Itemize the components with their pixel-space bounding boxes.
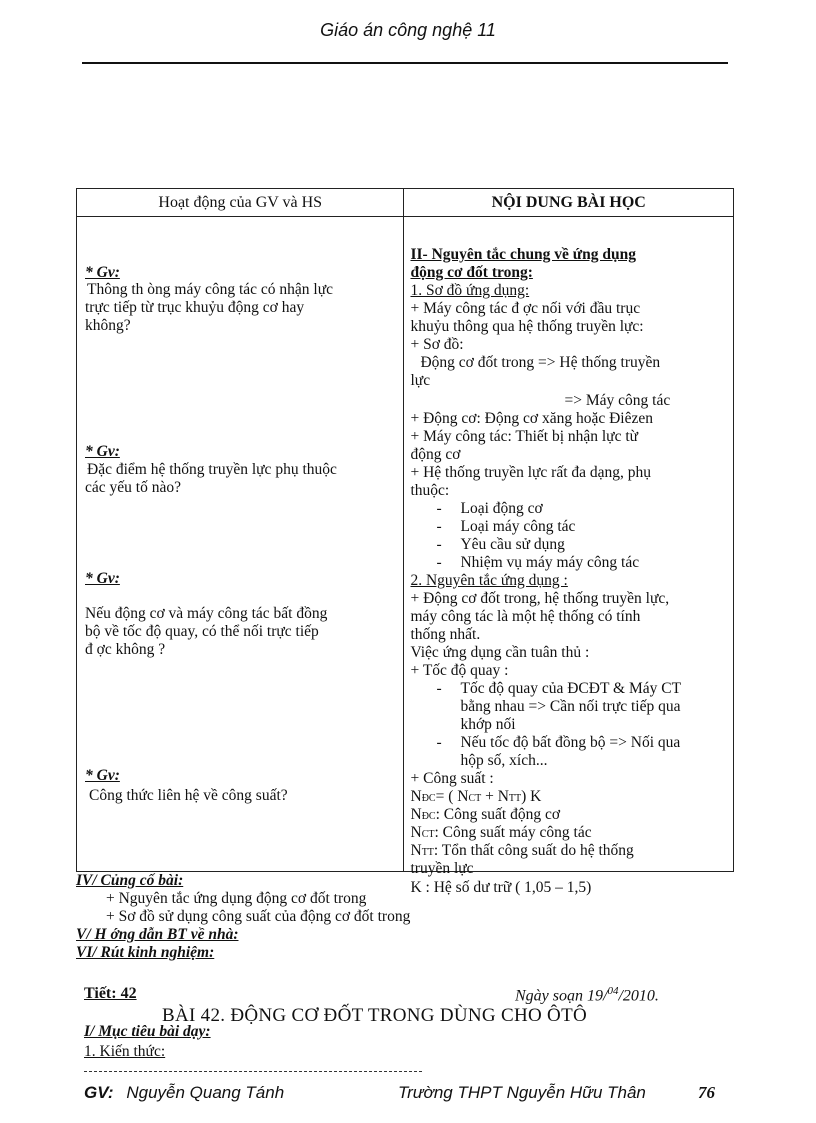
content-line: truyền lực — [410, 860, 474, 877]
section-title: động cơ đốt trong: — [410, 264, 533, 281]
content-line: + Động cơ đốt trong, hệ thống truyền lực, — [410, 590, 670, 607]
content-line: NTT: Tổn thất công suất do hệ thống — [410, 842, 634, 859]
power-formula: NĐC= ( NCT + NTT) K — [410, 788, 542, 805]
content-line: Việc ứng dụng cần tuân thủ : — [410, 644, 590, 661]
footer-school: Trường THPT Nguyễn Hữu Thân — [398, 1083, 646, 1102]
lesson-period: Tiết: 42 — [84, 985, 137, 1002]
list-item: Tốc độ quay của ĐCĐT & Máy CT — [460, 680, 682, 697]
teacher-activities-cell — [77, 217, 404, 872]
list-item: Nếu tốc độ bất đồng bộ => Nối qua — [460, 734, 681, 751]
page-number: 76 — [698, 1083, 715, 1102]
list-item: bằng nhau => Cần nối trực tiếp qua — [460, 698, 681, 715]
document-header: Giáo án công nghệ 11 — [320, 20, 496, 40]
dash-bullet: - — [436, 518, 442, 535]
gv-label: * Gv: — [85, 264, 120, 281]
dash-bullet: - — [436, 500, 442, 517]
content-line: NĐC: Công suất động cơ — [410, 806, 561, 823]
dash-bullet: - — [436, 536, 442, 553]
subsection-title: 1. Sơ đồ ứng dụng: — [410, 282, 530, 299]
gv-label: * Gv: — [85, 570, 120, 587]
table-header-row — [77, 189, 734, 217]
content-line: + Máy công tác đ ợc nối với đầu trục — [410, 300, 641, 317]
dash-bullet: - — [436, 554, 442, 571]
question-line: không? — [85, 317, 131, 334]
content-line: máy công tác là một hệ thống có tính — [410, 608, 641, 625]
list-item: Loại động cơ — [460, 500, 543, 517]
content-line: động cơ — [410, 446, 461, 463]
list-item: hộp số, xích... — [460, 752, 548, 769]
question-line: trực tiếp từ trục khuỷu động cơ hay — [85, 299, 305, 316]
gv-label: * Gv: — [85, 767, 120, 784]
section-v-title: V/ H ớng dẫn BT về nhà: — [76, 926, 239, 943]
review-item: + Nguyên tắc ứng dụng động cơ đốt trong — [106, 890, 367, 907]
right-column-header: NỘI DUNG BÀI HỌC — [404, 189, 734, 217]
left-column-header: Hoạt động của GV và HS — [77, 189, 404, 217]
header-divider — [82, 62, 728, 64]
question-line: bộ về tốc độ quay, có thể nối trực tiếp — [85, 623, 319, 640]
lesson-content-cell — [404, 217, 734, 896]
content-line: lực — [410, 372, 431, 389]
knowledge-subtitle: 1. Kiến thức: — [84, 1043, 166, 1060]
list-item: khớp nối — [460, 716, 516, 733]
objectives-title: I/ Mục tiêu bài dạy: — [84, 1023, 211, 1040]
content-line: + Sơ đồ: — [410, 336, 464, 353]
footer-teacher: GV: Nguyễn Quang Tánh — [84, 1083, 285, 1102]
section-iv-title: IV/ Củng cố bài: — [76, 872, 184, 889]
dash-bullet: - — [436, 680, 442, 697]
list-item: Loại máy công tác — [460, 518, 576, 535]
subsection-title: 2. Nguyên tắc ứng dụng : — [410, 572, 568, 589]
lesson-title: BÀI 42. ĐỘNG CƠ ĐỐT TRONG DÙNG CHO ÔTÔ — [162, 1005, 588, 1026]
section-title: II- Nguyên tắc chung về ứng dụng — [410, 246, 636, 263]
question-line: Thông th òng máy công tác có nhận lực — [87, 281, 334, 298]
question-line: Đặc điểm hệ thống truyền lực phụ thuộc — [87, 461, 337, 478]
content-line: thuộc: — [410, 482, 450, 499]
dash-bullet: - — [436, 734, 442, 751]
question-line: các yếu tố nào? — [85, 479, 181, 496]
content-line: + Động cơ: Động cơ xăng hoặc Điêzen — [410, 410, 653, 427]
question-line: Nếu động cơ và máy công tác bất đồng — [85, 605, 328, 622]
review-item: + Sơ đồ sử dụng công suất của động cơ đốt trong — [106, 908, 411, 925]
gv-label: * Gv: — [85, 443, 120, 460]
question-line: Công thức liên hệ về công suất? — [89, 787, 288, 804]
table-body-row — [77, 217, 734, 872]
question-line: đ ợc không ? — [85, 641, 166, 658]
content-line: Động cơ đốt trong => Hệ thống truyền — [420, 354, 661, 371]
content-line: khuỷu thông qua hệ thống truyền lực: — [410, 318, 644, 335]
list-item: Yêu cầu sử dụng — [460, 536, 565, 553]
section-vi-title: VI/ Rút kinh nghiệm: — [76, 944, 215, 961]
content-line: K : Hệ số dư trữ ( 1,05 – 1,5) — [410, 879, 592, 896]
prep-date: Ngày soạn 19/$^{04}$/2010. — [515, 985, 659, 1005]
list-item: Nhiệm vụ máy máy công tác — [460, 554, 640, 571]
content-line: + Tốc độ quay : — [410, 662, 509, 679]
content-line: + Máy công tác: Thiết bị nhận lực từ — [410, 428, 639, 445]
content-line: thống nhất. — [410, 626, 481, 643]
footer-divider — [84, 1071, 422, 1072]
content-line: + Hệ thống truyền lực rất đa dạng, phụ — [410, 464, 652, 481]
content-line: + Công suất : — [410, 770, 494, 787]
content-line: => Máy công tác — [564, 392, 671, 409]
content-line: NCT: Công suất máy công tác — [410, 824, 592, 841]
